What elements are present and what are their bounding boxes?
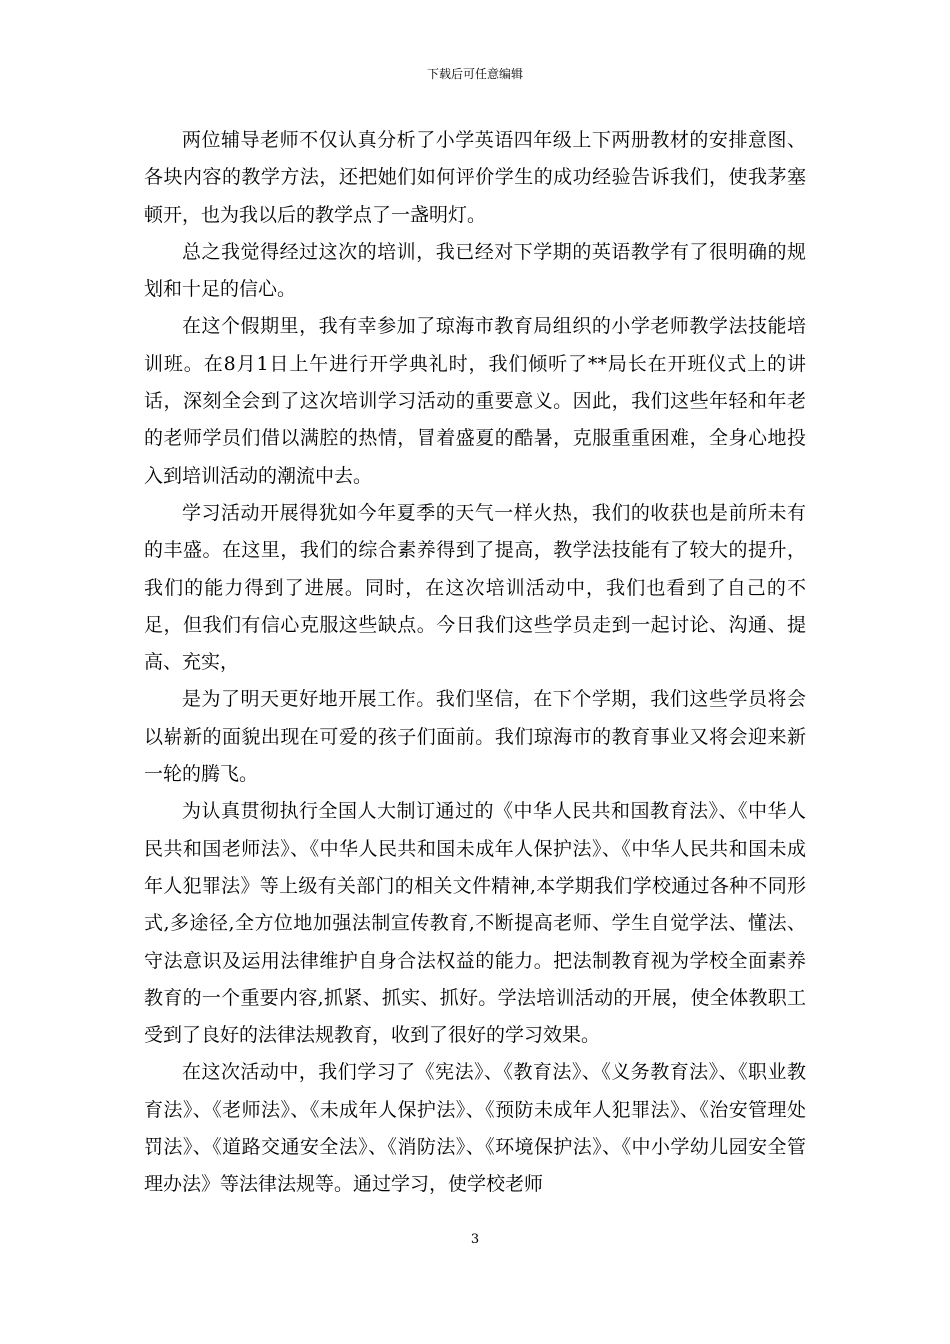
page-header: 下载后可任意编辑	[426, 67, 523, 81]
paragraph-1: 两位辅导老师不仅认真分析了小学英语四年级上下两册教材的安排意图、各块内容的教学方法，还把她们如何评价学生的成功经验告诉我们，使我茅塞顿开，也为我以后的教学点了一盏明灯。	[144, 129, 806, 226]
paragraph-5: 是为了明天更好地开展工作。我们坚信，在下个学期，我们这些学员将会以崭新的面貌出现在可爱的孩子们面前。我们琼海市的教育事业又将会迎来新一轮的腾飞。	[144, 688, 806, 786]
paragraph-3: 在这个假期里，我有幸参加了琼海市教育局组织的小学老师教学法技能培训班。在8月1日上午进行开学典礼时，我们倾听了**局长在开班仪式上的讲话，深刻全会到了这次培训学习活动的重要意义。因此，我们这些年轻和年老的老师学员们借以满腔的热情，冒着盛夏的酷暑，克服重重困难，全身心地投入到培训活动的潮流中去。	[144, 315, 806, 487]
paragraph-7: 在这次活动中，我们学习了《宪法》、《教育法》、《义务教育法》、《职业教育法》、《老师法》、《未成年人保护法》、《预防未成年人犯罪法》、《治安管理处罚法》、《道路交通安全法》、《消防法》、《环境保护法》、《中小学幼儿园安全管理办法》等法律法规等。通过学习，使学校老师	[144, 1061, 806, 1196]
document-body	[144, 122, 806, 1204]
paragraph-2: 总之我觉得经过这次的培训，我已经对下学期的英语教学有了很明确的规划和十足的信心。	[144, 240, 806, 301]
page-number: 3	[470, 1232, 480, 1247]
paragraph-4: 学习活动开展得犹如今年夏季的天气一样火热，我们的收获也是前所未有的丰盛。在这里，我们的综合素养得到了提高，教学法技能有了较大的提升，我们的能力得到了进展。同时，在这次培训活动中，我们也看到了自己的不足，但我们有信心克服这些缺点。今日我们这些学员走到一起讨论、沟通、提高、充实，	[144, 501, 806, 674]
paragraph-6: 为认真贯彻执行全国人大制订通过的《中华人民共和国教育法》、《中华人民共和国老师法》、《中华人民共和国未成年人保护法》、《中华人民共和国未成年人犯罪法》等上级有关部门的相关文件精神,本学期我们学校通过各种不同形式,多途径,全方位地加强法制宣传教育,不断提高老师、学生自觉学法、懂法、守法意识及运用法律维护自身合法权益的能力。把法制教育视为学校全面素养教育的一个重要内容,抓紧、抓实、抓好。学法培训活动的开展，使全体教职工受到了良好的法律法规教育，收到了很好的学习效果。	[144, 800, 806, 1047]
